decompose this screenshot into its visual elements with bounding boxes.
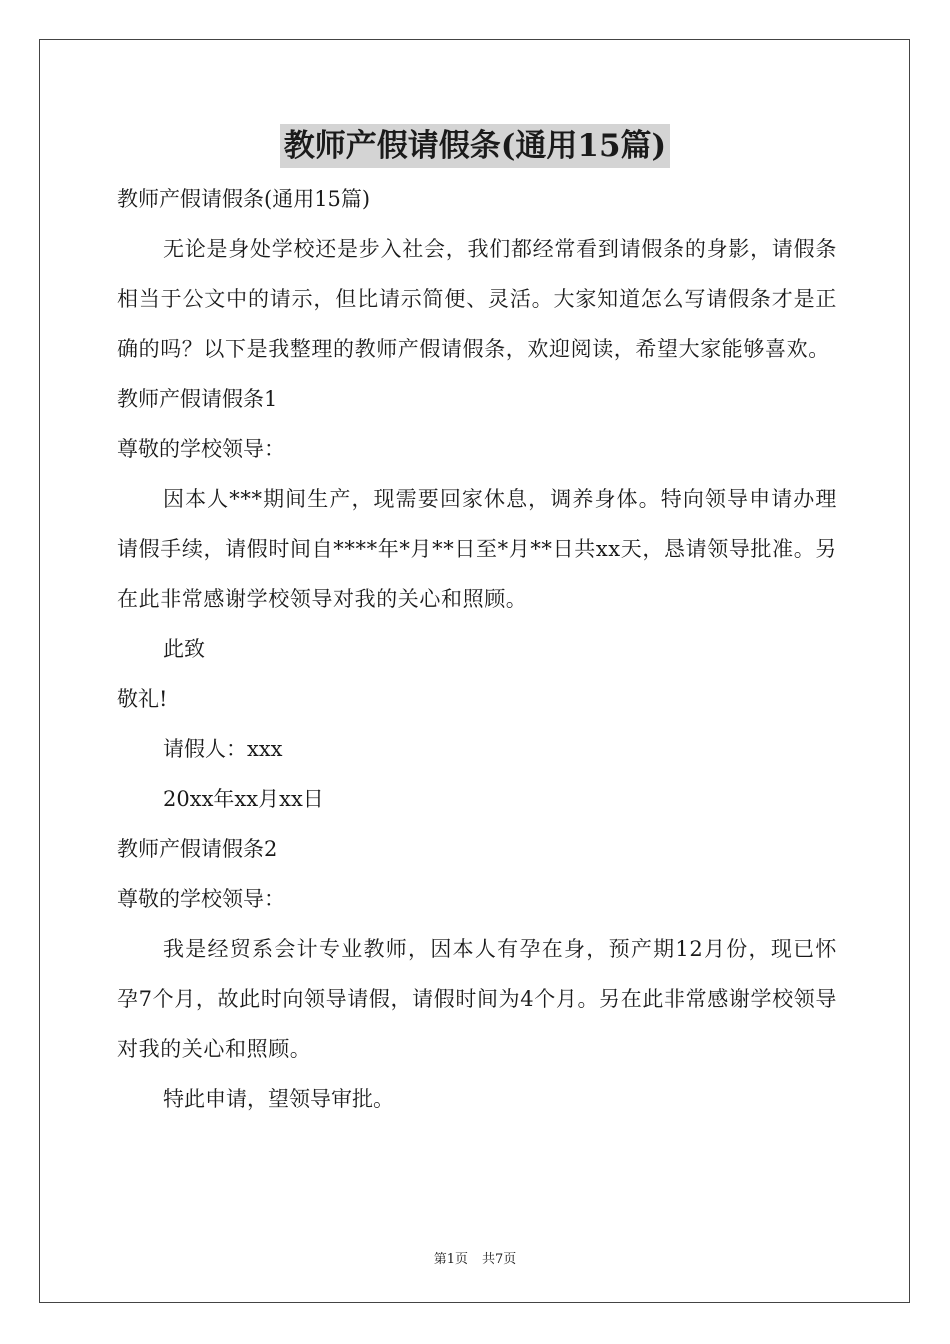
body-paragraph-1: 因本人***期间生产，现需要回家休息，调养身体。特向领导申请办理请假手续，请假时间自****年*月**日至*月**日共xx天，恳请领导批准。另在此非常感谢学校领导对我的关心和照顾。 <box>117 487 837 611</box>
page-footer <box>0 1248 950 1267</box>
document-body <box>117 174 837 1124</box>
intro-paragraph: 无论是身处学校还是步入社会，我们都经常看到请假条的身影，请假条相当于公文中的请示，但比请示简便、灵活。大家知道怎么写请假条才是正确的吗？以下是我整理的教师产假请假条，欢迎阅读，希望大家能够喜欢。 <box>117 237 837 361</box>
closing-jingli: 敬礼! <box>117 687 168 711</box>
page-number-current: 第1页 <box>433 1252 468 1267</box>
title-container <box>0 124 950 168</box>
document-title: 教师产假请假条(通用15篇) <box>280 124 670 168</box>
section-heading-2: 教师产假请假条2 <box>117 837 278 861</box>
signer-line: 请假人：xxx <box>163 737 283 761</box>
closing-zhici: 此致 <box>163 637 205 661</box>
section-heading-1: 教师产假请假条1 <box>117 387 278 411</box>
document-subtitle: 教师产假请假条(通用15篇) <box>117 187 371 211</box>
salutation-1: 尊敬的学校领导： <box>117 437 285 461</box>
date-line: 20xx年xx月xx日 <box>163 787 324 811</box>
page-number-total: 共7页 <box>482 1252 517 1267</box>
body-paragraph-2: 我是经贸系会计专业教师，因本人有孕在身，预产期12月份，现已怀孕7个月，故此时向领导请假，请假时间为4个月。另在此非常感谢学校领导对我的关心和照顾。 <box>117 937 837 1061</box>
salutation-2: 尊敬的学校领导： <box>117 887 285 911</box>
closing-request: 特此申请，望领导审批。 <box>163 1087 394 1111</box>
